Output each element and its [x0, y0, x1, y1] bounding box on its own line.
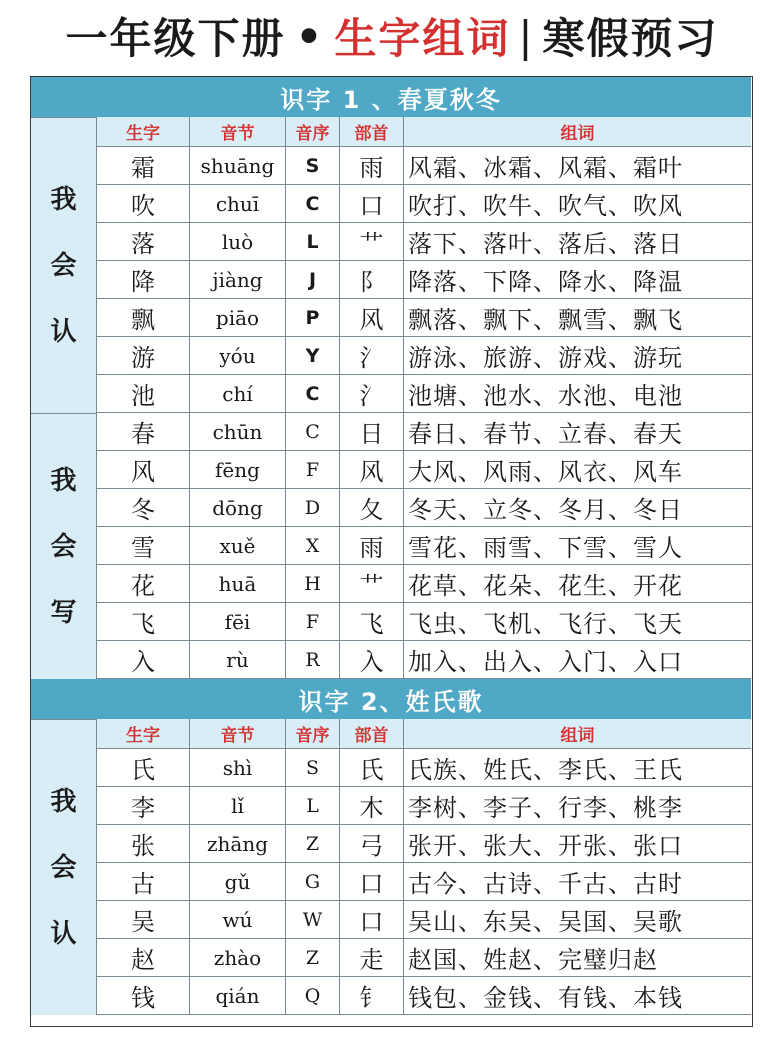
- cell-pinyin: qián: [190, 977, 286, 1014]
- group-label-char: 我: [50, 184, 77, 215]
- cell-radical: 口: [340, 863, 404, 900]
- cell-pinyin: xuě: [190, 527, 286, 564]
- cell-pinyin: chí: [190, 375, 286, 412]
- cell-initial: Q: [286, 977, 340, 1014]
- cell-radical: 日: [340, 413, 404, 450]
- cell-words: 加入、出入、入门、入口: [408, 648, 683, 676]
- cell-char: 入: [97, 641, 190, 678]
- column-header-pinyin: 音节: [190, 117, 286, 146]
- cell-char: 霜: [97, 147, 190, 184]
- cell-char: 李: [97, 787, 190, 824]
- cell-initial: R: [286, 641, 340, 678]
- group-label-char: 认: [50, 316, 77, 347]
- cell-initial: L: [286, 223, 340, 260]
- cell-words: 吹打、吹牛、吹气、吹风: [408, 192, 683, 220]
- section-title: 识字 2、姓氏歌: [31, 679, 751, 719]
- cell-char: 赵: [97, 939, 190, 976]
- cell-initial: P: [286, 299, 340, 336]
- cell-words: 春日、春节、立春、春天: [408, 420, 683, 448]
- cell-initial: G: [286, 863, 340, 900]
- cell-radical: 氵: [340, 337, 404, 374]
- cell-char: 吹: [97, 185, 190, 222]
- cell-radical: 钅: [340, 977, 404, 1014]
- cell-pinyin: chuī: [190, 185, 286, 222]
- cell-pinyin: yóu: [190, 337, 286, 374]
- group-label-char: 会: [50, 531, 77, 562]
- cell-initial: F: [286, 451, 340, 488]
- column-header-radical: 部首: [340, 117, 404, 146]
- cell-radical: 飞: [340, 603, 404, 640]
- cell-pinyin: piāo: [190, 299, 286, 336]
- cell-char: 冬: [97, 489, 190, 526]
- cell-pinyin: wú: [190, 901, 286, 938]
- title-grade: 一年级下册: [65, 14, 286, 63]
- cell-initial: H: [286, 565, 340, 602]
- cell-initial: D: [286, 489, 340, 526]
- cell-words: 古今、古诗、千古、古时: [408, 870, 683, 898]
- title-topic: 生字组词: [334, 14, 511, 63]
- table-row: [97, 977, 751, 1015]
- cell-words: 风霜、冰霜、风霜、霜叶: [408, 154, 683, 182]
- table-row: [97, 939, 751, 977]
- cell-words: 落下、落叶、落后、落日: [408, 230, 683, 258]
- cell-pinyin: rù: [190, 641, 286, 678]
- cell-radical: 夂: [340, 489, 404, 526]
- cell-words: 冬天、立冬、冬月、冬日: [408, 496, 683, 524]
- cell-char: 古: [97, 863, 190, 900]
- cell-pinyin: shuāng: [190, 147, 286, 184]
- column-header-words: 组词: [560, 726, 595, 746]
- column-header-initial: 音序: [286, 117, 340, 146]
- cell-radical: 氏: [340, 749, 404, 786]
- cell-radical: 木: [340, 787, 404, 824]
- cell-words: 飞虫、飞机、飞行、飞天: [408, 610, 683, 638]
- cell-initial: C: [286, 185, 340, 222]
- cell-words: 氏族、姓氏、李氏、王氏: [408, 756, 683, 784]
- cell-words: 飘落、飘下、飘雪、飘飞: [408, 306, 683, 334]
- cell-pinyin: fēng: [190, 451, 286, 488]
- column-header-words: 组词: [560, 124, 595, 144]
- cell-words: 花草、花朵、花生、开花: [408, 572, 683, 600]
- cell-pinyin: jiàng: [190, 261, 286, 298]
- group-label: [31, 719, 97, 1015]
- table-row: [97, 147, 751, 185]
- group-label-char: 我: [50, 465, 77, 496]
- cell-words: 雪花、雨雪、下雪、雪人: [408, 534, 683, 562]
- cell-initial: C: [286, 375, 340, 412]
- table-row: [97, 261, 751, 299]
- cell-radical: 氵: [340, 375, 404, 412]
- group-label-char: 我: [50, 786, 77, 817]
- cell-pinyin: fēi: [190, 603, 286, 640]
- cell-words: 池塘、池水、水池、电池: [408, 382, 683, 410]
- cell-radical: 走: [340, 939, 404, 976]
- column-header-row: [97, 117, 751, 147]
- cell-char: 池: [97, 375, 190, 412]
- cell-char: 降: [97, 261, 190, 298]
- title-subtitle: 寒假预习: [542, 14, 719, 63]
- cell-initial: J: [286, 261, 340, 298]
- cell-initial: S: [286, 147, 340, 184]
- section-title: 识字 1 、春夏秋冬: [31, 77, 751, 117]
- table-row: [97, 825, 751, 863]
- cell-words: 李树、李子、行李、桃李: [408, 794, 683, 822]
- table-row: [97, 451, 751, 489]
- table-row: [97, 527, 751, 565]
- column-header-initial: 音序: [286, 719, 340, 748]
- cell-pinyin: zhào: [190, 939, 286, 976]
- cell-pinyin: luò: [190, 223, 286, 260]
- cell-initial: F: [286, 603, 340, 640]
- table-row: [97, 185, 751, 223]
- cell-initial: C: [286, 413, 340, 450]
- cell-radical: 入: [340, 641, 404, 678]
- table-row: [97, 901, 751, 939]
- table-row: [97, 489, 751, 527]
- column-header-char: 生字: [97, 719, 190, 748]
- cell-pinyin: zhāng: [190, 825, 286, 862]
- cell-words: 降落、下降、降水、降温: [408, 268, 683, 296]
- group-label-char: 写: [50, 597, 77, 628]
- column-header-radical: 部首: [340, 719, 404, 748]
- cell-radical: 风: [340, 299, 404, 336]
- table-row: [97, 337, 751, 375]
- cell-pinyin: chūn: [190, 413, 286, 450]
- cell-radical: 雨: [340, 147, 404, 184]
- cell-pinyin: lǐ: [190, 787, 286, 824]
- column-header-row: [97, 719, 751, 749]
- cell-words: 吴山、东吴、吴国、吴歌: [408, 908, 683, 936]
- cell-radical: 雨: [340, 527, 404, 564]
- cell-char: 风: [97, 451, 190, 488]
- cell-char: 春: [97, 413, 190, 450]
- group-label-char: 会: [50, 852, 77, 883]
- group-label-char: 会: [50, 250, 77, 281]
- cell-initial: S: [286, 749, 340, 786]
- cell-char: 氏: [97, 749, 190, 786]
- column-header-pinyin: 音节: [190, 719, 286, 748]
- cell-char: 飘: [97, 299, 190, 336]
- cell-radical: 阝: [340, 261, 404, 298]
- table-row: [97, 565, 751, 603]
- cell-char: 花: [97, 565, 190, 602]
- title-dot: •: [295, 11, 325, 61]
- page-title: [0, 0, 784, 72]
- cell-initial: Y: [286, 337, 340, 374]
- table-row: [97, 413, 751, 451]
- group-label: [31, 117, 97, 413]
- cell-words: 钱包、金钱、有钱、本钱: [408, 984, 683, 1012]
- cell-radical: 口: [340, 901, 404, 938]
- title-separator: |: [518, 11, 535, 61]
- cell-char: 落: [97, 223, 190, 260]
- table-row: [97, 603, 751, 641]
- cell-radical: 艹: [340, 223, 404, 260]
- cell-initial: L: [286, 787, 340, 824]
- cell-char: 游: [97, 337, 190, 374]
- cell-pinyin: dōng: [190, 489, 286, 526]
- cell-radical: 风: [340, 451, 404, 488]
- table-row: [97, 787, 751, 825]
- cell-initial: Z: [286, 825, 340, 862]
- cell-radical: 口: [340, 185, 404, 222]
- cell-char: 张: [97, 825, 190, 862]
- cell-pinyin: gǔ: [190, 863, 286, 900]
- cell-char: 飞: [97, 603, 190, 640]
- table-row: [97, 375, 751, 413]
- cell-words: 赵国、姓赵、完璧归赵: [408, 946, 658, 974]
- table-row: [97, 641, 751, 679]
- character-table: [30, 76, 753, 1027]
- column-header-char: 生字: [97, 117, 190, 146]
- cell-char: 吴: [97, 901, 190, 938]
- cell-pinyin: shì: [190, 749, 286, 786]
- cell-radical: 艹: [340, 565, 404, 602]
- group-label: [31, 413, 97, 679]
- cell-pinyin: huā: [190, 565, 286, 602]
- cell-initial: W: [286, 901, 340, 938]
- table-row: [97, 223, 751, 261]
- table-row: [97, 749, 751, 787]
- table-row: [97, 299, 751, 337]
- cell-radical: 弓: [340, 825, 404, 862]
- cell-char: 钱: [97, 977, 190, 1014]
- cell-char: 雪: [97, 527, 190, 564]
- group-label-char: 认: [50, 918, 77, 949]
- cell-initial: X: [286, 527, 340, 564]
- table-row: [97, 863, 751, 901]
- cell-words: 张开、张大、开张、张口: [408, 832, 683, 860]
- cell-words: 大风、风雨、风衣、风车: [408, 458, 683, 486]
- cell-initial: Z: [286, 939, 340, 976]
- cell-words: 游泳、旅游、游戏、游玩: [408, 344, 683, 372]
